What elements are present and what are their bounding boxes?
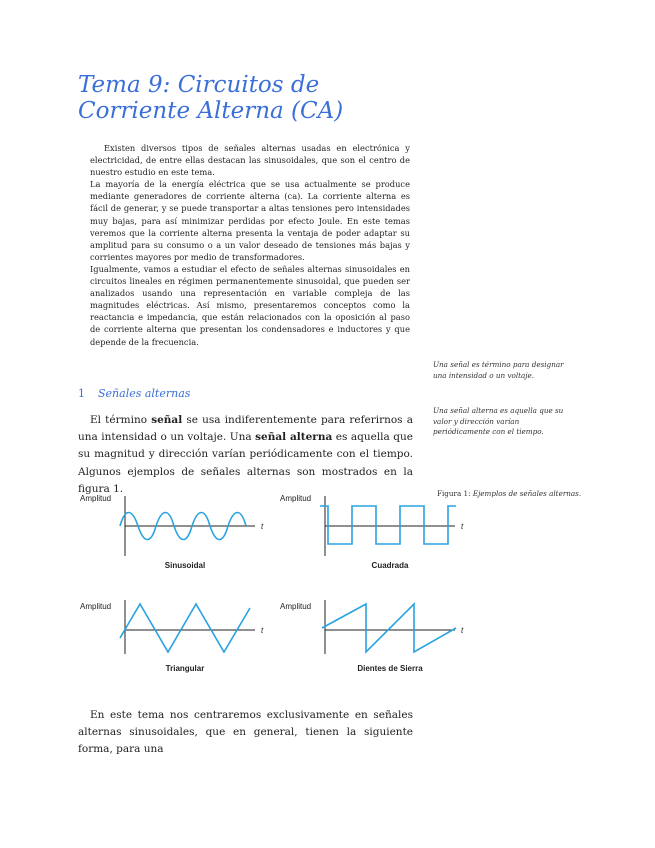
amplitude-label: Amplitud [80, 494, 112, 503]
panel-label: Dientes de Sierra [357, 664, 423, 673]
abstract [90, 142, 410, 348]
panel-label: Triangular [165, 664, 205, 673]
panel-sinusoidal [80, 494, 264, 570]
abstract-paragraph: La mayoría de la energía eléctrica que se usa actualmente se produce mediante generadores de corriente alterna (ca). La corriente alterna es fácil de generar, y se puede transportar a altas tensiones pero intensidades muy bajas, para así minimizar perdidas por efecto Joule. En este temas veremos que la corriente alterna presenta la ventaja de poder adaptar su amplitud para su consumo o a un valor deseado de tensiones más bajas y corrientes mayores por medio de transformadores. [90, 179, 410, 262]
closing-paragraph [78, 707, 413, 759]
intro-paragraph [78, 412, 413, 498]
time-label: t [461, 626, 464, 635]
time-label: t [461, 522, 464, 531]
square-wave [320, 506, 456, 544]
intro-text: se usa indiferentemente para referirnos a una intensidad o un voltaje. Una [78, 414, 413, 444]
panel-label: Sinusoidal [164, 561, 206, 570]
sawtooth-wave [322, 604, 456, 652]
section-number: 1 [78, 387, 85, 400]
abstract-paragraph: Existen diversos tipos de señales alternas usadas en electrónica y electricidad, de entre ellas destacan las sinusoidales, que son el centro de nuestro estudio en este tema. [90, 143, 410, 178]
sidenote-alternating-signal: Una señal alterna es aquella que su valor y dirección varían periódicamente con el tiempo. [433, 406, 564, 436]
time-label: t [261, 522, 264, 531]
abstract-paragraph: Igualmente, vamos a estudiar el efecto de señales alternas sinusoidales en circuitos lineales en régimen permanentemente sinusoidal, que pueden ser analizados usando una representación en variable compleja de las magnitudes eléctricas. Así mismo, presentaremos conceptos como la reactancia e impedancia, que están relacionados con la oposición al paso de corriente alterna que presentan los condensadores e inductores y que depende de la frecuencia. [90, 263, 410, 347]
triangular-wave [120, 604, 250, 652]
section-heading [78, 387, 190, 400]
panel-label: Cuadrada [371, 561, 409, 570]
intro-text: El término [90, 414, 152, 426]
section-title: Señales alternas [98, 387, 191, 400]
page-title: Tema 9: Circuitos de Corriente Alterna (CA) [78, 72, 344, 124]
panel-dientes-de-sierra [280, 600, 464, 673]
closing-text: En este tema nos centraremos exclusivamente en señales alternas sinusoidales, que en general, tienen la siguiente forma, para una [78, 709, 413, 756]
amplitude-label: Amplitud [280, 602, 312, 611]
term-signal: señal [151, 414, 183, 426]
figure-caption [437, 489, 587, 499]
term-alternating-signal: señal alterna [255, 431, 333, 444]
amplitude-label: Amplitud [280, 494, 312, 503]
panel-triangular [80, 600, 264, 673]
sidenote-signal: Una señal es término para designar una intensidad o un voltaje. [433, 360, 564, 380]
figure-caption-text: Ejemplos de señales alternas. [472, 489, 582, 498]
amplitude-label: Amplitud [80, 602, 112, 611]
intro-text: es aquella que su magnitud y dirección varían periódicamente con el tiempo. Algunos ejemplos de señales alternas son mostrados en la figura 1. [78, 431, 413, 495]
panel-cuadrada [280, 494, 464, 570]
time-label: t [261, 626, 264, 635]
figure-caption-label: Figura 1: [437, 489, 471, 498]
